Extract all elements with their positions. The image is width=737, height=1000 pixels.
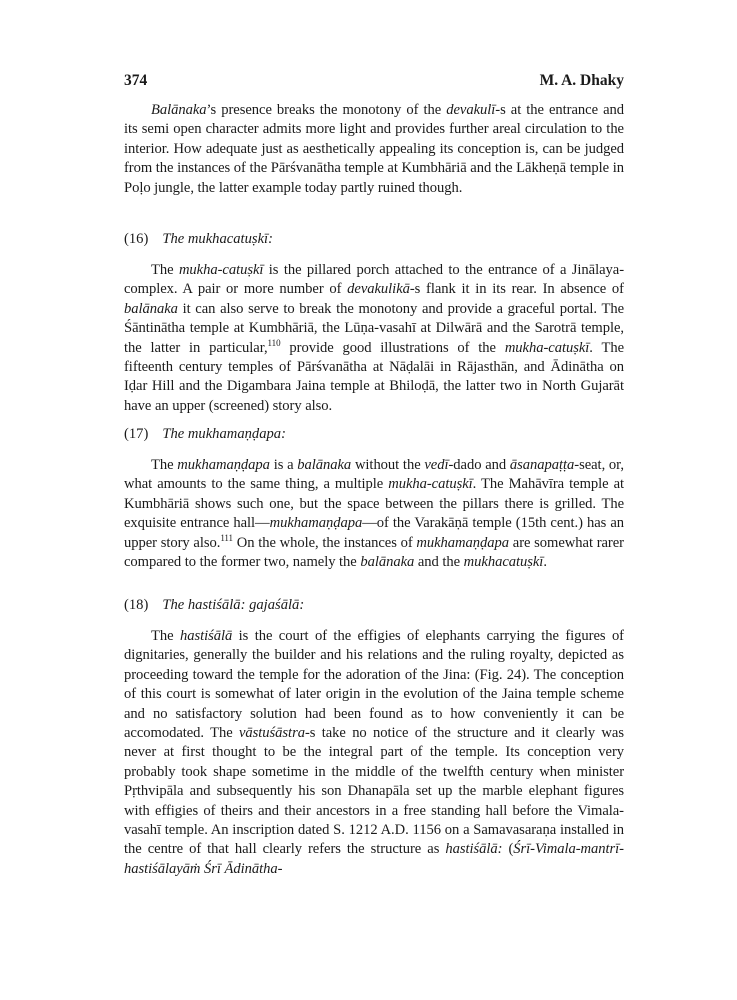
text-run: . xyxy=(543,554,547,571)
italic-term: mukhamaṇḍapa xyxy=(416,534,510,551)
section-heading-17 xyxy=(124,425,286,444)
italic-term: devakulikā xyxy=(347,281,410,298)
text-run: ( xyxy=(508,841,514,858)
text-run: are somewhat rarer compared to the former two, namely the xyxy=(124,534,624,571)
text-run: it can also serve to break the monotony and provide a graceful portal. The Śāntinātha temple at Kumbhāriā, the Lūṇa-vasahī at Dilwārā and the Sarotrā temple, the latter in particular, xyxy=(124,300,624,356)
text-run: On the whole, the instances of xyxy=(233,534,417,551)
text-run: -s at the entrance and its semi open character admits more light and provides further areal circulation to the interior. How adequate just as aesthetically appealing its conception is, can be judged from the instances of the Pārśvanātha temple at Kumbhāriā and the Lākheṇā temple in Poḷo jungle, the latter example today partly ruined though. xyxy=(124,102,624,196)
text-run: The xyxy=(151,628,180,644)
section-heading-18 xyxy=(124,596,304,615)
italic-term: vedī xyxy=(424,457,449,473)
text-run: . The fifteenth century temples of Pārśvanātha at Nāḍalāi in Rājasthān, and Ādinātha on Iḍar Hill and the Digambara Jaina temple at Bhiloḍā, the latter two in North Gujarāt have an upper (screened) story also. xyxy=(124,339,624,414)
italic-term: Balānaka xyxy=(151,102,207,118)
section-number: (16) xyxy=(124,231,149,247)
section-title: The hastiśālā: gajaśālā: xyxy=(162,597,305,613)
italic-term: mukhamaṇḍapa xyxy=(177,457,270,473)
paragraph-mukhamandapa xyxy=(124,456,624,572)
italic-term: devakulī xyxy=(446,102,496,118)
text-run: provide good illustrations of the xyxy=(280,339,505,356)
italic-term: mukhacatuṣkī xyxy=(463,554,544,571)
text-run: is a xyxy=(269,457,298,473)
section-title: The mukhamaṇḍapa: xyxy=(162,426,286,442)
paragraph-hastisala xyxy=(124,627,624,879)
italic-term: hastiśālā xyxy=(179,628,233,644)
italic-term: mukha-catuṣkī xyxy=(178,262,264,278)
text-run: —of the Varakāṇā temple (15th cent.) has an upper story also. xyxy=(124,515,624,551)
text-run: ’s presence breaks the monotony of the xyxy=(206,102,447,118)
author-name: M. A. Dhaky xyxy=(539,72,624,89)
italic-term: balānaka xyxy=(360,554,415,571)
italic-term: hastiśālā: xyxy=(445,841,509,858)
text-run: -dado and xyxy=(448,457,510,473)
text-run: -s flank it in its rear. In absence of xyxy=(409,281,624,298)
italic-term: āsanapaṭṭa xyxy=(509,457,575,473)
section-title: The mukhacatuṣkī: xyxy=(162,231,273,247)
footnote-ref: 111 xyxy=(220,532,233,543)
text-run: is the court of the effigies of elephants carrying the figures of dignitaries, generally the builder and his relations and the ruling royalty, depicted as proceeding toward the temple for the adoration of the Jina: (Fig. 24). The conception of this court is somewhat of later origin in the evolution of the Jaina temple scheme and no satisfactory solution had been found as to how conveniently it can be accomodated. The xyxy=(124,628,624,742)
text-run: -s take no notice of the structure and it clearly was never at first thought to be the integral part of the temple. Its conception very probably took shape sometime in the middle of the twelfth century when minister Pṛthvipāla and subsequently his son Dhanapāla set up the marble elephant figures with effigies of theirs and their ancestors in a free standing hall before the Vimala-vasahī temple. An inscription dated S. 1212 A.D. 1156 on a Samavasaraṇa installed in the centre of that hall clearly refers the structure as xyxy=(124,725,624,858)
section-number: (18) xyxy=(124,597,149,613)
section-number: (17) xyxy=(124,426,149,442)
text-run: and the xyxy=(414,554,464,571)
text-run: without the xyxy=(351,457,425,473)
text-run: The xyxy=(151,457,178,473)
italic-term: vāstuśāstra xyxy=(239,725,305,742)
italic-term: balānaka xyxy=(124,300,178,317)
page-number: 374 xyxy=(124,72,148,89)
italic-term: balānaka xyxy=(297,457,352,473)
text-run: . The Mahāvīra temple at Kumbhāriā shows such one, but the space between the pillars there is grilled. The exquisite entrance hall— xyxy=(124,476,624,532)
text-run: -seat, or, what amounts to the same thing, a multiple xyxy=(124,457,624,493)
paragraph-mukhacatuski xyxy=(124,261,624,416)
footnote-ref: 110 xyxy=(267,337,281,348)
text-run: is the pillared porch attached to the entrance of a Jinālaya-complex. A pair or more number of xyxy=(124,262,625,298)
italic-term: mukha-catuṣkī xyxy=(388,476,473,493)
text-run: The xyxy=(151,262,179,278)
italic-term: mukha-catuṣkī xyxy=(504,339,590,356)
paragraph-balanaka xyxy=(124,101,624,198)
running-head xyxy=(124,72,624,92)
italic-term: mukhamaṇḍapa xyxy=(269,515,363,532)
italic-term: Śrī-Vimala-mantrī-hastiśālayāṁ Śrī Ādinātha- xyxy=(124,841,624,877)
section-heading-16 xyxy=(124,230,273,249)
